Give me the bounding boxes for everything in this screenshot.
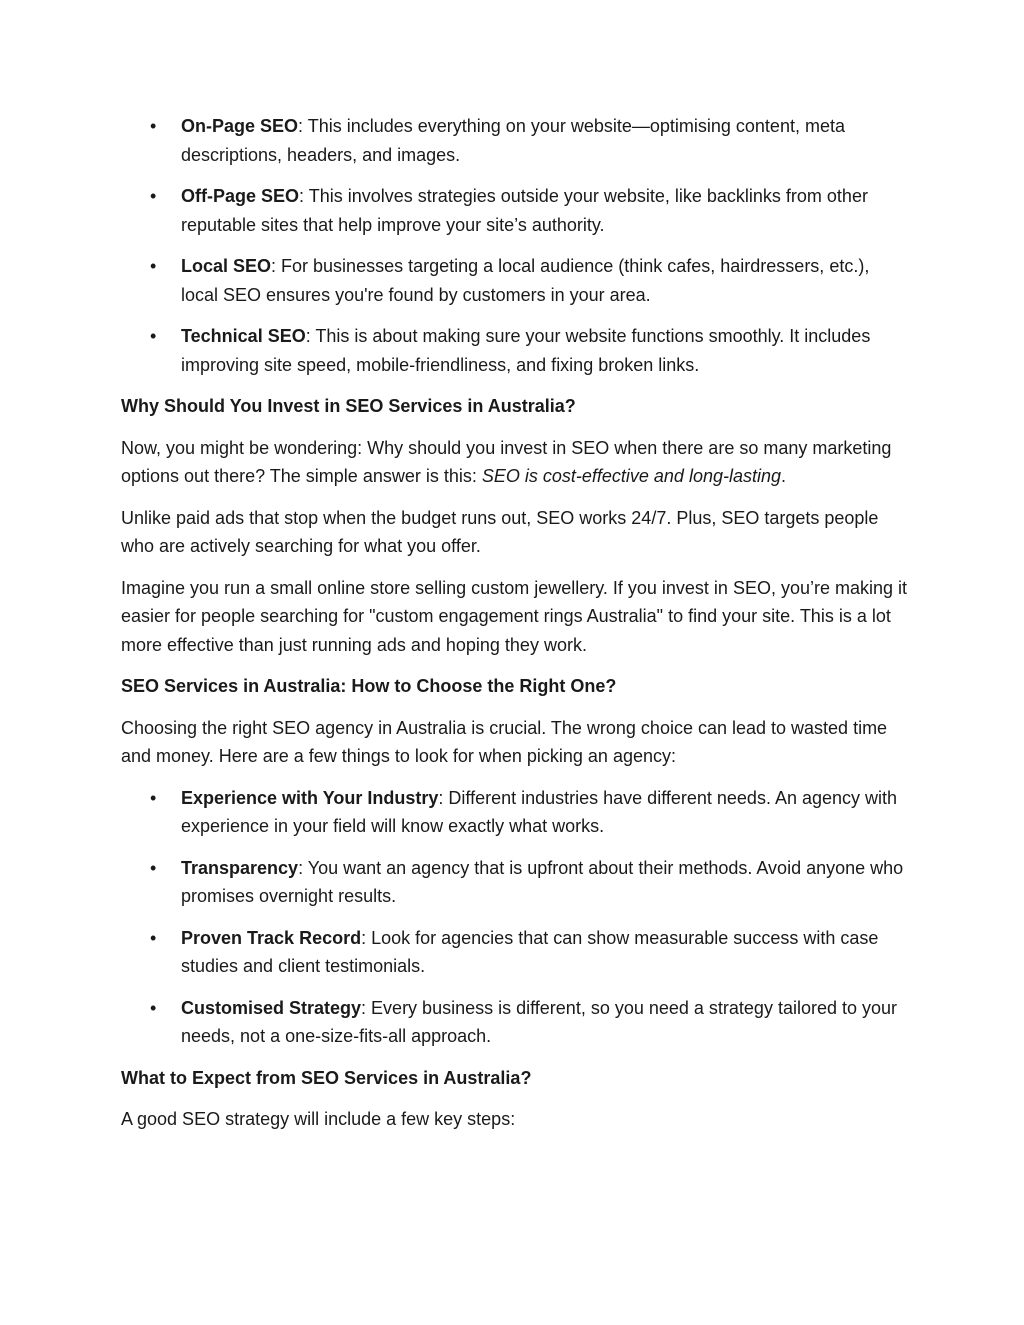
list-item <box>121 994 911 1051</box>
list-item <box>121 854 911 911</box>
list-item <box>121 252 911 309</box>
seo-types-list <box>121 112 911 379</box>
heading-expect: What to Expect from SEO Services in Australia? <box>121 1067 532 1088</box>
list-item-text: : This includes everything on your website—optimising content, meta descriptions, headers, and images. <box>181 116 845 165</box>
list-item-term: On-Page SEO <box>181 116 299 136</box>
list-item <box>121 784 911 841</box>
list-item-text: : This is about making sure your website functions smoothly. It includes improving site speed, mobile-friendliness, and fixing broken links. <box>181 326 871 375</box>
list-item-text: : This involves strategies outside your website, like backlinks from other reputable sites that help improve your site’s authority. <box>181 186 868 235</box>
list-item-text: : Look for agencies that can show measurable success with case studies and client testimonials. <box>181 927 879 976</box>
list-item <box>121 112 911 169</box>
invest-paragraph-1-text: Now, you might be wondering: Why should you invest in SEO when there are so many marketing options out there? The simple answer is this: <box>121 437 892 486</box>
list-item-term: Transparency <box>181 857 299 878</box>
invest-paragraph-1-emphasis: SEO is cost-effective and long-lasting <box>481 466 782 486</box>
list-item-text: : You want an agency that is upfront about their methods. Avoid anyone who promises overnight results. <box>181 857 904 906</box>
list-item-text: : Every business is different, so you need a strategy tailored to your needs, not a one-size-fits-all approach. <box>181 997 898 1046</box>
list-item <box>121 182 911 239</box>
list-item-text: : Different industries have different needs. An agency with experience in your field will know exactly what works. <box>181 787 898 836</box>
heading-invest: Why Should You Invest in SEO Services in Australia? <box>121 396 576 416</box>
invest-paragraph-1 <box>121 434 911 491</box>
choose-criteria-list <box>121 784 911 1051</box>
expect-intro: A good SEO strategy will include a few key steps: <box>121 1109 516 1129</box>
list-item-term: Customised Strategy <box>181 997 362 1018</box>
list-item <box>121 924 911 981</box>
invest-paragraph-3: Imagine you run a small online store selling custom jewellery. If you invest in SEO, you’re making it easier for people searching for "custom engagement rings Australia" to find your site. This is a lot more effective than just running ads and hoping they work. <box>121 577 908 655</box>
list-item <box>121 322 911 379</box>
list-item-term: Technical SEO <box>181 326 306 346</box>
list-item-term: Local SEO <box>181 256 272 276</box>
heading-choose: SEO Services in Australia: How to Choose the Right One? <box>121 676 617 696</box>
list-item-term: Proven Track Record <box>181 927 362 948</box>
list-item-term: Experience with Your Industry <box>181 787 439 808</box>
invest-paragraph-1-end: . <box>781 466 787 486</box>
document-page <box>121 112 911 1147</box>
list-item-text: : For businesses targeting a local audience (think cafes, hairdressers, etc.), local SEO ensures you're found by customers in your area. <box>181 256 870 305</box>
list-item-term: Off-Page SEO <box>181 186 300 206</box>
choose-intro: Choosing the right SEO agency in Australia is crucial. The wrong choice can lead to wasted time and money. Here are a few things to look for when picking an agency: <box>121 717 888 766</box>
invest-paragraph-2: Unlike paid ads that stop when the budget runs out, SEO works 24/7. Plus, SEO targets people who are actively searching for what you offer. <box>121 507 879 556</box>
